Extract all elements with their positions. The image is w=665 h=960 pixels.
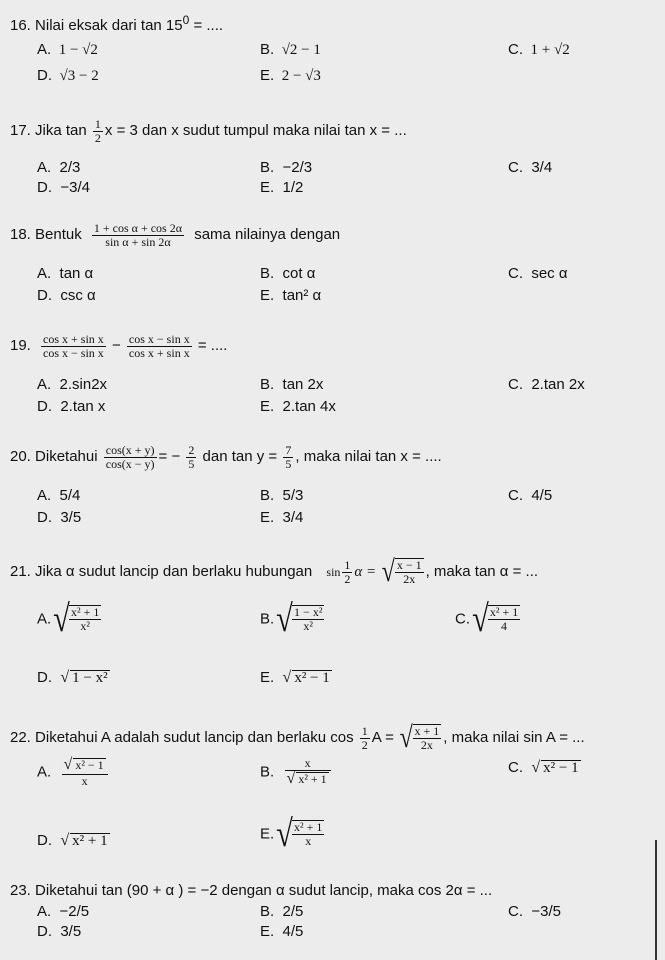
question-text: , maka nilai tan x = .... bbox=[295, 448, 442, 466]
minus-sign: − bbox=[111, 337, 121, 355]
option-18c[interactable]: C. sec α bbox=[508, 265, 568, 282]
option-22c[interactable]: C. √ x² − 1 bbox=[508, 759, 579, 776]
option-19b[interactable]: B. tan 2x bbox=[260, 376, 324, 393]
question-tail: = .... bbox=[197, 337, 228, 355]
radical-icon: √ bbox=[276, 598, 293, 640]
degree-sup: 0 bbox=[182, 13, 190, 27]
sin-label: sin bbox=[326, 564, 341, 579]
question-number: 23. bbox=[10, 882, 31, 899]
option-19a[interactable]: A. 2.sin2x bbox=[37, 376, 108, 393]
option-16e[interactable]: E. 2 − √3 bbox=[260, 67, 321, 84]
option-22b[interactable]: B. $\frac{x}{\text{√ x² + 1}}$ bbox=[260, 757, 333, 787]
option-18b[interactable]: B. cot α bbox=[260, 265, 316, 282]
scrollbar[interactable] bbox=[655, 840, 657, 960]
question-number: 19. bbox=[10, 337, 31, 355]
radical-icon: √ bbox=[399, 721, 413, 754]
option-17c[interactable]: C. 3/4 bbox=[508, 159, 553, 176]
question-text: dan tan y = bbox=[202, 448, 278, 466]
option-20b[interactable]: B. 5/3 bbox=[260, 487, 304, 504]
option-23c[interactable]: C. −3/5 bbox=[508, 903, 561, 920]
fraction: $\frac{7}{5}$ bbox=[285, 443, 292, 471]
option-21a[interactable]: A.√ $\frac{\text{x² + 1}}{\text{x²}}$ bbox=[37, 598, 100, 640]
fraction: $\frac{1}{2}$ bbox=[344, 557, 351, 586]
question-number: 17. bbox=[10, 122, 31, 140]
question-tail: = .... bbox=[189, 17, 224, 34]
equals: = − bbox=[158, 448, 181, 466]
question-number: 21. bbox=[10, 562, 31, 580]
question-text: Diketahui A adalah sudut lancip dan berlaku cos bbox=[35, 728, 354, 746]
radical-icon: √ bbox=[276, 813, 293, 855]
option-16b[interactable]: B. √2 − 1 bbox=[260, 41, 321, 58]
radical-icon: √ bbox=[472, 598, 489, 640]
option-16a[interactable]: A. 1 − √2 bbox=[37, 41, 98, 58]
a-eq: A = bbox=[371, 728, 394, 746]
option-21d[interactable]: D. √ 1 − x² bbox=[37, 669, 108, 686]
alpha-eq: α = bbox=[354, 563, 377, 580]
fraction: $\frac{x + 1}{2x}$ bbox=[414, 724, 440, 752]
option-20d[interactable]: D. 3/5 bbox=[37, 509, 82, 526]
question-23 bbox=[10, 883, 492, 898]
option-16d[interactable]: D. √3 − 2 bbox=[37, 67, 99, 84]
fraction: $\frac{\cos(x + y)}{\cos(x - y)}$ bbox=[105, 443, 155, 471]
question-16 bbox=[10, 14, 223, 33]
radical-icon: √ bbox=[381, 555, 396, 588]
question-text: sama nilainya dengan bbox=[194, 226, 341, 244]
question-20 bbox=[10, 444, 442, 470]
option-23b[interactable]: B. 2/5 bbox=[260, 903, 304, 920]
fraction: $\frac{x - 1}{2x}$ bbox=[396, 558, 422, 586]
question-number: 22. bbox=[10, 728, 31, 746]
fraction: $\frac{1}{2}$ bbox=[361, 723, 368, 752]
option-22d[interactable]: D. √ x² + 1 bbox=[37, 832, 108, 849]
option-19c[interactable]: C. 2.tan 2x bbox=[508, 376, 585, 393]
option-18e[interactable]: E. tan² α bbox=[260, 287, 322, 304]
question-text: , maka nilai sin A = ... bbox=[443, 728, 585, 746]
question-text: x = 3 dan x sudut tumpul maka nilai tan x = ... bbox=[104, 122, 407, 140]
fraction: $\frac{2}{5}$ bbox=[188, 443, 195, 471]
fraction: $\frac{1}{2}$ bbox=[94, 117, 101, 145]
radical-icon: √ bbox=[282, 669, 292, 686]
question-22 bbox=[10, 723, 585, 753]
option-19e[interactable]: E. 2.tan 4x bbox=[260, 398, 336, 415]
option-23e[interactable]: E. 4/5 bbox=[260, 923, 304, 940]
option-17b[interactable]: B. −2/3 bbox=[260, 159, 313, 176]
option-16c[interactable]: C. 1 + √2 bbox=[508, 41, 570, 58]
option-20e[interactable]: E. 3/4 bbox=[260, 509, 304, 526]
option-18d[interactable]: D. csc α bbox=[37, 287, 96, 304]
question-text: Jika tan bbox=[35, 122, 87, 140]
question-text: Nilai eksak dari tan 15 bbox=[35, 17, 183, 34]
option-20c[interactable]: C. 4/5 bbox=[508, 487, 553, 504]
question-18 bbox=[10, 222, 340, 248]
option-21c[interactable]: C.√ $\frac{\text{x² + 1}}{4}$ bbox=[455, 598, 519, 640]
question-19 bbox=[10, 333, 227, 359]
option-20a[interactable]: A. 5/4 bbox=[37, 487, 81, 504]
option-18a[interactable]: A. tan α bbox=[37, 265, 94, 282]
question-number: 18. bbox=[10, 226, 31, 244]
question-text: Jika α sudut lancip dan berlaku hubungan bbox=[35, 562, 313, 580]
option-23d[interactable]: D. 3/5 bbox=[37, 923, 82, 940]
option-22a[interactable]: A. $\frac{\text{√ x² − 1}}{x}$ bbox=[37, 757, 110, 787]
question-text: Bentuk bbox=[35, 226, 82, 244]
question-text: Diketahui tan (90 + α ) = −2 dengan α sudut lancip, maka cos 2α = ... bbox=[35, 882, 493, 899]
option-17e[interactable]: E. 1/2 bbox=[260, 179, 304, 196]
option-17d[interactable]: D. −3/4 bbox=[37, 179, 90, 196]
question-17 bbox=[10, 118, 407, 144]
radical-icon: √ bbox=[60, 669, 70, 686]
question-text: , maka tan α = ... bbox=[425, 562, 539, 580]
fraction: $\frac{\text{cos x + sin x}}{\text{cos x − sin x}}$ bbox=[43, 332, 104, 360]
question-text: Diketahui bbox=[35, 448, 98, 466]
option-17a[interactable]: A. 2/3 bbox=[37, 159, 81, 176]
option-23a[interactable]: A. −2/5 bbox=[37, 903, 90, 920]
fraction: $\frac{\text{1 + cos α + cos 2α}}{\text{sin α + sin 2α}}$ bbox=[93, 221, 183, 249]
question-21 bbox=[10, 557, 538, 587]
option-19d[interactable]: D. 2.tan x bbox=[37, 398, 106, 415]
radical-icon: √ bbox=[53, 598, 70, 640]
fraction: $\frac{\text{cos x − sin x}}{\text{cos x + sin x}}$ bbox=[128, 332, 190, 360]
question-number: 20. bbox=[10, 448, 31, 466]
option-21e[interactable]: E. √ x² − 1 bbox=[260, 669, 330, 686]
option-22e[interactable]: E.√ $\frac{\text{x² + 1}}{x}$ bbox=[260, 813, 323, 855]
question-number: 16. bbox=[10, 17, 31, 34]
radical-icon: √ bbox=[60, 832, 70, 849]
option-21b[interactable]: B.√ $\frac{\text{1 − x²}}{\text{x²}}$ bbox=[260, 598, 323, 640]
radical-icon: √ bbox=[531, 759, 541, 776]
